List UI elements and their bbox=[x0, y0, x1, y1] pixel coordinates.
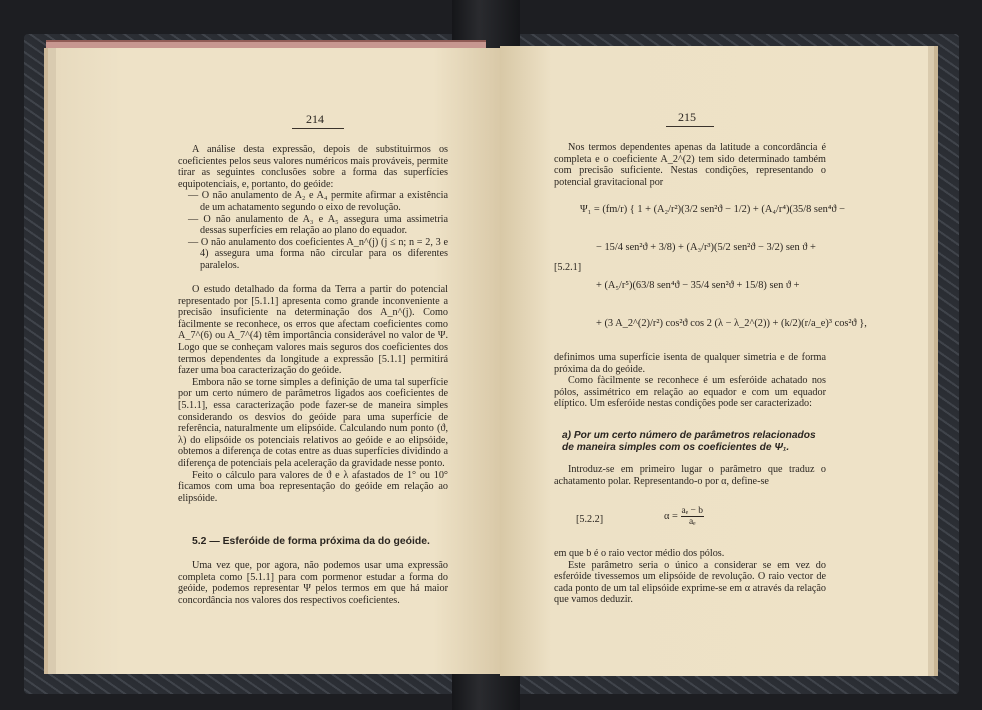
left-para-3: Embora não se torne simples a definição de uma tal superfície por um certo número de parâmetros ligados aos coeficientes de [5.1.1], essa caracterização pode fazer-se de maneira simples considerando os desvios do geóide para uma superfície de referência, naturalmente um elipsóide. Calculando num ponto (ϑ, λ) do elipsóide os potenciais relativos ao geóide e ao elipsóide, obtemos a diferença de cotas entre as duas superfícies dividindo a diferença de potenciais pela aceleração da gravidade nesse ponto. bbox=[178, 376, 448, 469]
left-item-2: — O não anulamento de A₃ e A₅ assegura uma assimetria dessas superfícies em relação ao plano do equador. bbox=[188, 213, 448, 237]
subheading-a: a) Por um certo número de parâmetros relacionados de maneira simples com os coeficientes de Ψ₁. bbox=[562, 430, 816, 453]
page-number-rule bbox=[292, 128, 344, 129]
right-para-5: em que b é o raio vector médio dos pólos. bbox=[554, 548, 725, 559]
equation-alpha-fraction bbox=[681, 506, 705, 527]
page-number-left: 214 bbox=[306, 112, 324, 126]
section-heading: 5.2 — Esferóide de forma próxima da do geóide. bbox=[192, 536, 430, 547]
left-text-block-3 bbox=[178, 560, 448, 606]
right-page bbox=[500, 46, 928, 676]
equation-alpha-numerator: aₑ − b bbox=[681, 506, 704, 516]
left-para-4: Feito o cálculo para valores de ϑ e λ afastados de 1° ou 10° ficamos com uma boa representação do geóide em relação ao elipsóide. bbox=[178, 469, 448, 504]
right-para-4: Introduz-se em primeiro lugar o parâmetro que traduz o achatamento polar. Representando-o por α, define-se bbox=[554, 464, 826, 487]
right-para-6: Este parâmetro seria o único a considerar se em vez do esferóide tivessemos um elipsóide de revolução. O raio vector de cada ponto de um tal elipsóide exprime-se em α através da relação que vamos deduzir. bbox=[554, 559, 826, 606]
left-para-2: O estudo detalhado da forma da Terra a partir do potencial representado por [5.1.1] apresenta como grande inconveniente a precisão insuficiente na determinação dos A_n^(j). Como fàcilmente se reconhece, os erros que afectam coeficientes como A_7^(6) ou A_7^(4) têm importância considerável no valor de Ψ. Logo que se conheçam valores mais seguros dos coeficientes dos termos dependentes da longitude a expressão [5.1.1] permitirá fazer uma boa caracterização do geóide. bbox=[178, 284, 448, 377]
equation-alpha-lhs: α = bbox=[664, 510, 678, 522]
right-text-block-3 bbox=[554, 464, 826, 487]
left-para-1: A análise desta expressão, depois de substituirmos os coeficientes pelos seus valores numéricos mais prováveis, permite tirar as seguintes conclusões sobre a forma das superfícies equipotenciais, e, portanto, do geóide: bbox=[178, 144, 448, 190]
equation-line-2: − 15/4 sen²ϑ + 3/8) + (A₃/r³)(5/2 sen²ϑ − 3/2) sen ϑ + bbox=[596, 242, 816, 253]
equation-label-2: [5.2.2] bbox=[576, 514, 604, 525]
right-para-2: definimos uma superfície isenta de qualquer simetria e de forma próxima da do geóide. bbox=[554, 352, 826, 375]
right-text-block-4 bbox=[554, 548, 826, 606]
equation-line-1: Ψ₁ = (fm/r) { 1 + (A₂/r²)(3/2 sen²ϑ − 1/2) + (A₄/r⁴)(35/8 sen⁴ϑ − bbox=[580, 204, 846, 215]
left-item-1: — O não anulamento de A₂ e A₄ permite afirmar a existência de um achatamento segundo o eixo de revolução. bbox=[188, 190, 448, 213]
page-number-rule bbox=[666, 126, 714, 127]
equation-line-4: + (3 A_2^(2)/r²) cos²ϑ cos 2 (λ − λ_2^(2)) + (k/2)(r/a_e)³ cos²ϑ }, bbox=[596, 318, 867, 329]
left-page bbox=[56, 48, 500, 674]
equation-alpha bbox=[664, 506, 704, 527]
right-text-block-2 bbox=[554, 352, 826, 410]
equation-alpha-denominator: aₑ bbox=[688, 517, 696, 527]
left-text-block-2 bbox=[178, 284, 448, 504]
equation-label-1: [5.2.1] bbox=[554, 262, 582, 273]
right-para-3: Como fàcilmente se reconhece é um esferóide achatado nos pólos, assimétrico em relação ao equador e com um equador elíptico. Um esferóide nestas condições pode ser caracterizado: bbox=[554, 375, 826, 410]
page-number-right: 215 bbox=[678, 110, 696, 124]
left-para-5: Uma vez que, por agora, não podemos usar uma expressão completa como [5.1.1] para com pormenor estudar a forma do geóide, podemos representar Ψ pelos termos em que há maior concordância nos valores dos respectivos coeficientes. bbox=[178, 560, 448, 606]
right-text-block-1 bbox=[554, 142, 826, 188]
left-item-3: — O não anulamento dos coeficientes A_n^(j) (j ≤ n; n = 2, 3 e 4) assegura uma forma não circular para os diferentes paralelos. bbox=[188, 236, 448, 271]
right-para-1: Nos termos dependentes apenas da latitude a concordância é completa e o coeficiente A_2^(2) tem sido determinado também com precisão suficiente. Nestas condições, representando o potencial gravitacional por bbox=[554, 142, 826, 188]
equation-line-3: + (A₅/r⁵)(63/8 sen⁴ϑ − 35/4 sen²ϑ + 15/8) sen ϑ + bbox=[596, 280, 800, 291]
left-text-block-1 bbox=[178, 144, 448, 272]
